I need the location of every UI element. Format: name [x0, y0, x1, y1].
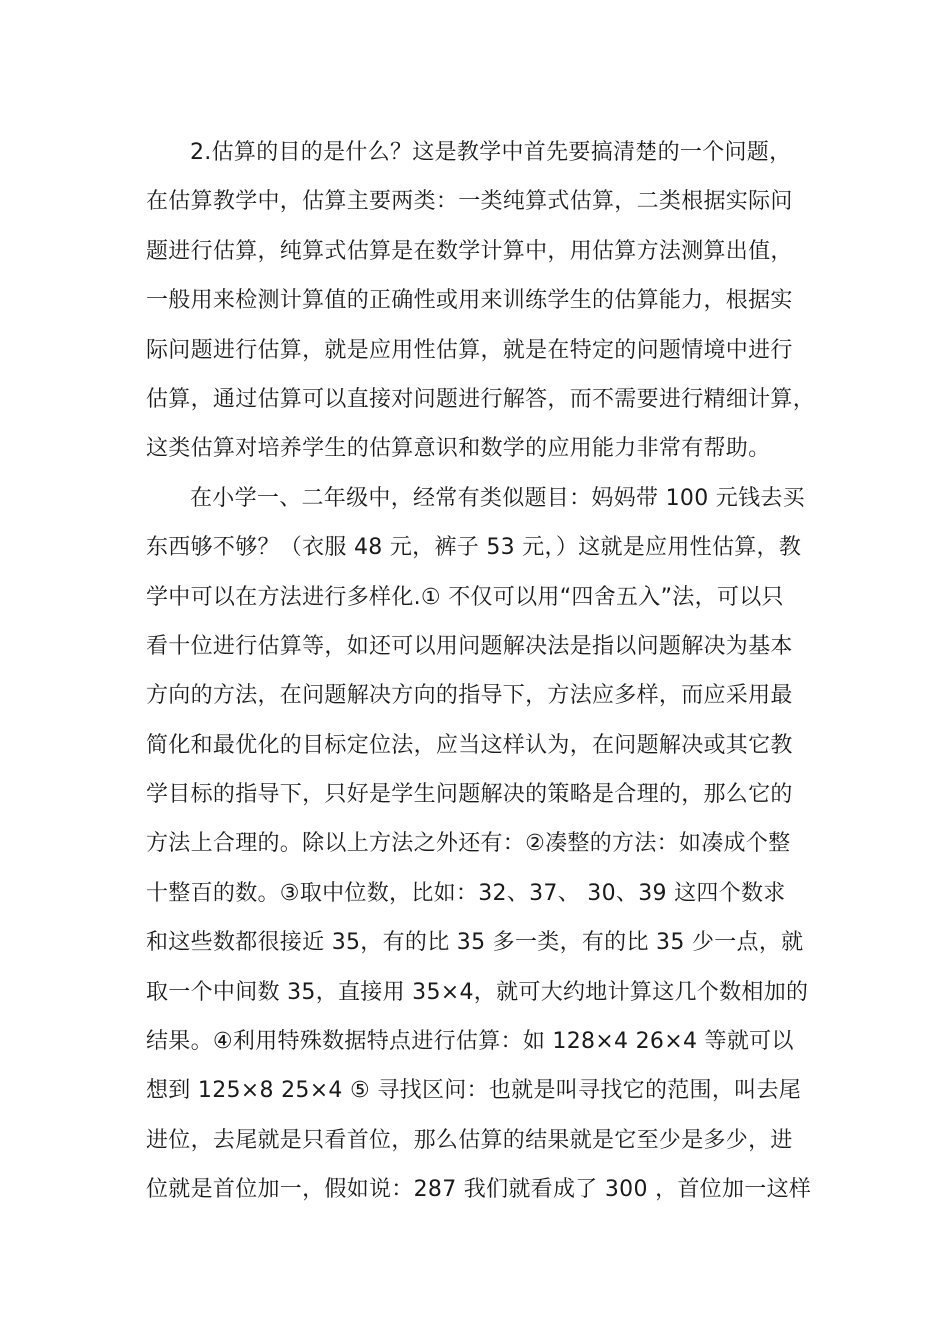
- text-line: 取一个中间数 35，直接用 35×4，就可大约地计算这几个数相加的: [146, 979, 809, 1005]
- text-line: 在小学一、二年级中，经常有类似题目：妈妈带 100 元钱去买: [190, 485, 805, 511]
- text-line: 看十位进行估算等，如还可以用问题解决法是指以问题解决为基本: [146, 633, 793, 659]
- text-line: 这类估算对培养学生的估算意识和数学的应用能力非常有帮助。: [146, 436, 771, 462]
- text-line: 题进行估算，纯算式估算是在数学计算中，用估算方法测算出值，: [146, 238, 793, 264]
- text-line: 结果。④利用特殊数据特点进行估算：如 128×4 26×4 等就可以: [146, 1029, 794, 1055]
- body-text: [146, 128, 826, 1215]
- text-line: 和这些数都很接近 35，有的比 35 多一类，有的比 35 少一点，就: [146, 930, 804, 956]
- text-line: 位就是首位加一，假如说：287 我们就看成了 300 ，首位加一这样: [146, 1177, 812, 1203]
- text-line: 学目标的指导下，只好是学生问题解决的策略是合理的，那么它的: [146, 782, 793, 808]
- paragraph-purpose-of-estimation: [146, 128, 826, 474]
- text-line: 十整百的数。③取中位数，比如：32、37、 30、39 这四个数求: [146, 880, 786, 906]
- text-line: 估算，通过估算可以直接对问题进行解答，而不需要进行精细计算，: [146, 386, 816, 412]
- text-line: 东西够不够？（衣服 48 元，裤子 53 元，）这就是应用性估算，教: [146, 535, 802, 561]
- paragraph-estimation-methods: [146, 474, 826, 1215]
- text-line: 简化和最优化的目标定位法，应当这样认为，在问题解决或其它教: [146, 732, 793, 758]
- text-line: 方法上合理的。除以上方法之外还有：②凑整的方法：如凑成个整: [146, 831, 791, 857]
- text-line: 际问题进行估算，就是应用性估算，就是在特定的问题情境中进行: [146, 337, 793, 363]
- text-line: 学中可以在方法进行多样化.① 不仅可以用“四舍五入”法，可以只: [146, 584, 784, 610]
- text-line: 在估算教学中，估算主要两类：一类纯算式估算，二类根据实际问: [146, 189, 793, 215]
- text-line: 想到 125×8 25×4 ⑤ 寻找区问：也就是叫寻找它的范围，叫去尾: [146, 1078, 802, 1104]
- text-line: 2.估算的目的是什么？这是教学中首先要搞清楚的一个问题，: [190, 140, 792, 165]
- text-line: 方向的方法，在问题解决方向的指导下，方法应多样，而应采用最: [146, 683, 793, 709]
- text-line: 进位，去尾就是只看首位，那么估算的结果就是它至少是多少，进: [146, 1127, 793, 1153]
- text-line: 一般用来检测计算值的正确性或用来训练学生的估算能力，根据实: [146, 288, 793, 314]
